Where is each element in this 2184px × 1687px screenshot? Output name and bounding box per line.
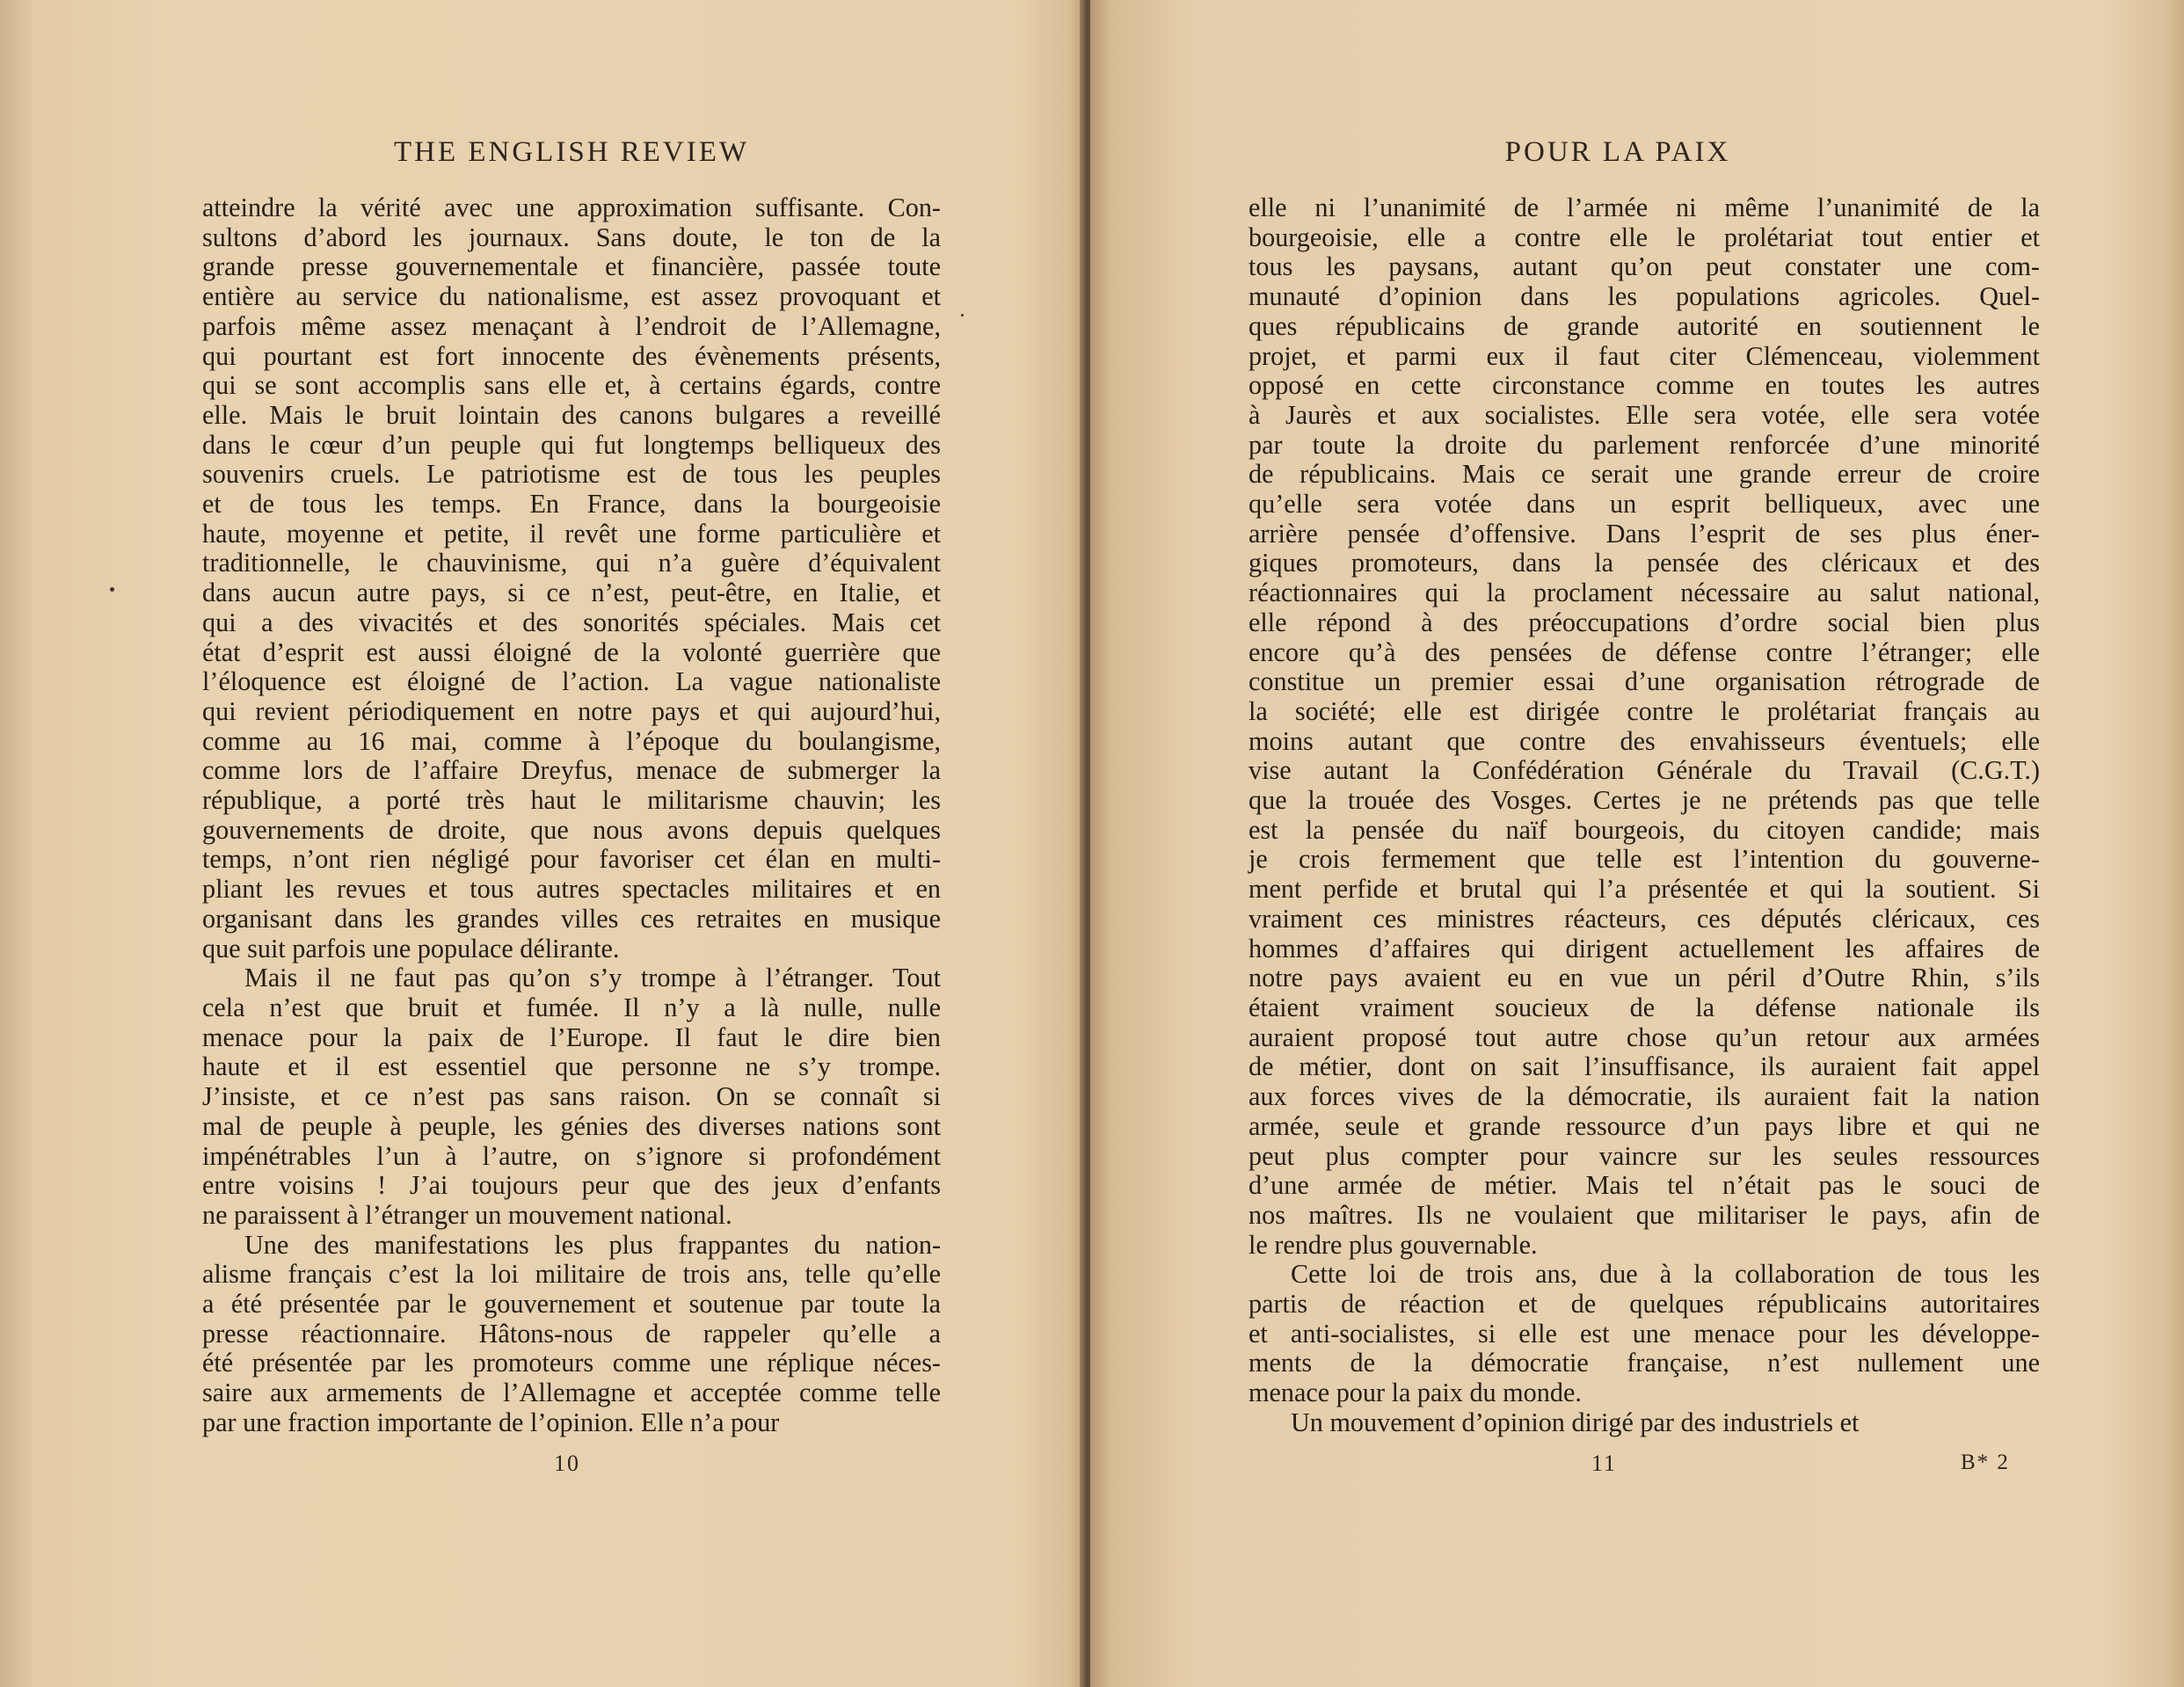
text-line: pliant les revues et tous autres spectacles militaires et en	[202, 874, 941, 905]
text-line: est la pensée du naïf bourgeois, du citoyen candide; mais	[1249, 814, 2040, 845]
text-line: mal de peuple à peuple, les génies des diverses nations sont	[202, 1110, 941, 1141]
text-line: réactionnaires qui la proclament nécessaire au salut national,	[1249, 578, 2040, 608]
text-line: haute, moyenne et petite, il revêt une forme particulière et	[202, 518, 941, 549]
text-line: comme au 16 mai, comme à l’époque du boulangisme,	[202, 725, 941, 756]
text-line: bourgeoisie, elle a contre elle le prolétariat tout entier et	[1249, 222, 2040, 252]
page-number-left: 10	[554, 1451, 580, 1476]
text-line: entre voisins ! J’ai toujours peur que des jeux d’enfants	[202, 1170, 941, 1201]
signature-mark: B* 2	[1961, 1451, 2010, 1474]
text-line: giques promoteurs, dans la pensée des cléricaux et des	[1249, 548, 2040, 578]
text-line: Cette loi de trois ans, due à la collaboration de tous les	[1291, 1259, 2040, 1290]
text-line: d’une armée de métier. Mais tel n’était pas le souci de	[1249, 1170, 2040, 1201]
text-line: entière au service du nationalisme, est assez provoquant et	[202, 281, 941, 312]
text-line: sultons d’abord les journaux. Sans doute, le ton de la	[202, 222, 941, 252]
text-line: cela n’est que bruit et fumée. Il n’y a là nulle, nulle	[202, 992, 941, 1022]
text-line: qui se sont accomplis sans elle et, à certains égards, contre	[202, 370, 941, 401]
text-line: menace pour la paix du monde.	[1249, 1378, 1582, 1408]
text-line: qu’elle sera votée dans un esprit belliqueux, avec une	[1249, 489, 2040, 520]
text-line: notre pays avaient eu en vue un péril d’Outre Rhin, s’ils	[1249, 963, 2040, 993]
text-line: comme lors de l’affaire Dreyfus, menace de submerger la	[202, 755, 941, 786]
text-line: auraient proposé tout autre chose qu’un retour aux armées	[1249, 1022, 2040, 1052]
text-line: gouvernements de droite, que nous avons depuis quelques	[202, 814, 941, 845]
text-line: parfois même assez menaçant à l’endroit de l’Allemagne,	[202, 310, 941, 341]
text-line: nos maîtres. Ils ne voulaient que militariser le pays, afin de	[1249, 1199, 2040, 1230]
text-line: alisme français c’est la loi militaire de trois ans, telle qu’elle	[202, 1259, 941, 1290]
text-line: temps, n’ont rien négligé pour favoriser cet élan en multi-	[202, 844, 941, 875]
text-line: organisant dans les grandes villes ces retraites en musique	[202, 903, 941, 934]
text-line: ques républicains de grande autorité en soutiennent le	[1249, 310, 2040, 341]
left-body-text	[202, 193, 941, 1438]
text-line: a été présentée par le gouvernement et soutenue par toute la	[202, 1289, 941, 1320]
text-line: armée, seule et grande ressource d’un pays libre et qui ne	[1249, 1110, 2040, 1141]
text-line: J’insiste, et ce n’est pas sans raison. On se connaît si	[202, 1081, 941, 1112]
text-line: par une fraction importante de l’opinion. Elle n’a pour	[202, 1407, 780, 1437]
text-line: menace pour la paix de l’Europe. Il faut le dire bien	[202, 1022, 941, 1052]
text-line: presse réactionnaire. Hâtons-nous de rappeler qu’elle a	[202, 1318, 941, 1349]
text-line: moins autant que contre des envahisseurs éventuels; elle	[1249, 725, 2040, 756]
text-line: la société; elle est dirigée contre le prolétariat français au	[1249, 695, 2040, 726]
text-line: elle répond à des préoccupations d’ordre social bien plus	[1249, 607, 2040, 637]
text-line: le rendre plus gouvernable.	[1249, 1229, 1538, 1260]
text-line: étaient vraiment soucieux de la défense nationale ils	[1249, 992, 2040, 1022]
left-page	[0, 0, 1087, 1687]
text-line: encore qu’à des pensées de défense contre l’étranger; elle	[1249, 636, 2040, 667]
text-line: projet, et parmi eux il faut citer Clémenceau, violemment	[1249, 340, 2040, 371]
text-line: hommes d’affaires qui dirigent actuellement les affaires de	[1249, 933, 2040, 963]
text-line: vise autant la Confédération Générale du Travail (C.G.T.)	[1249, 755, 2040, 786]
text-line: peut plus compter pour vaincre sur les seules ressources	[1249, 1140, 2040, 1171]
text-line: république, a porté très haut le militarisme chauvin; les	[202, 785, 941, 816]
text-line: elle. Mais le bruit lointain des canons bulgares a reveillé	[202, 399, 941, 430]
text-line: par toute la droite du parlement renforcée d’une minorité	[1249, 429, 2040, 460]
text-line: haute et il est essentiel que personne ne s’y trompe.	[202, 1051, 941, 1082]
text-line: qui revient périodiquement en notre pays et qui aujourd’hui,	[202, 695, 941, 726]
right-body-text	[1249, 193, 2040, 1438]
text-line: de républicains. Mais ce serait une grande erreur de croire	[1249, 459, 2040, 490]
ink-speck	[110, 587, 114, 592]
ink-speck	[961, 314, 964, 316]
text-line: l’éloquence est éloigné de l’action. La vague nationaliste	[202, 666, 941, 697]
text-line: à Jaurès et aux socialistes. Elle sera votée, elle sera votée	[1249, 399, 2040, 430]
text-line: dans aucun autre pays, si ce n’est, peut-être, en Italie, et	[202, 578, 941, 608]
page-number-right: 11	[1591, 1451, 1618, 1476]
text-line: impénétrables l’un à l’autre, on s’ignore si profondément	[202, 1140, 941, 1171]
text-line: Une des manifestations les plus frappantes du nation-	[244, 1229, 941, 1260]
text-line: Mais il ne faut pas qu’on s’y trompe à l’étranger. Tout	[244, 963, 941, 993]
text-line: dans le cœur d’un peuple qui fut longtemps belliqueux des	[202, 429, 941, 460]
text-line: que la trouée des Vosges. Certes je ne prétends pas que telle	[1249, 785, 2040, 816]
text-line: et anti-socialistes, si elle est une menace pour les développe-	[1249, 1318, 2040, 1349]
text-line: Un mouvement d’opinion dirigé par des industriels et	[1291, 1407, 1860, 1437]
text-line: arrière pensée d’offensive. Dans l’esprit de ses plus éner-	[1249, 518, 2040, 549]
text-line: et de tous les temps. En France, dans la bourgeoisie	[202, 489, 941, 520]
text-line: elle ni l’unanimité de l’armée ni même l’unanimité de la	[1249, 193, 2040, 222]
text-line: constitue un premier essai d’une organisation rétrograde de	[1249, 666, 2040, 697]
text-line: qui pourtant est fort innocente des évènements présents,	[202, 340, 941, 371]
running-head-right: POUR LA PAIX	[1504, 136, 1731, 168]
text-line: ne paraissent à l’étranger un mouvement national.	[202, 1199, 732, 1230]
text-line: été présentée par les promoteurs comme une réplique néces-	[202, 1348, 941, 1378]
right-page	[1090, 0, 2184, 1687]
text-line: atteindre la vérité avec une approximation suffisante. Con-	[202, 193, 941, 222]
text-line: ments de la démocratie française, n’est nullement une	[1249, 1348, 2040, 1378]
text-line: opposé en cette circonstance comme en toutes les autres	[1249, 370, 2040, 401]
text-line: que suit parfois une populace délirante.	[202, 933, 620, 963]
text-line: vraiment ces ministres réacteurs, ces députés cléricaux, ces	[1249, 903, 2040, 934]
text-line: je crois fermement que telle est l’intention du gouverne-	[1249, 844, 2040, 875]
text-line: de métier, dont on sait l’insuffisance, ils auraient fait appel	[1249, 1051, 2040, 1082]
text-line: aux forces vives de la démocratie, ils auraient fait la nation	[1249, 1081, 2040, 1112]
running-head-left: THE ENGLISH REVIEW	[393, 136, 750, 168]
text-line: tous les paysans, autant qu’on peut constater une com-	[1249, 251, 2040, 282]
text-line: munauté d’opinion dans les populations agricoles. Quel-	[1249, 281, 2040, 312]
text-line: ment perfide et brutal qui l’a présentée et qui la soutient. Si	[1249, 874, 2040, 905]
text-line: grande presse gouvernementale et financière, passée toute	[202, 251, 941, 282]
text-line: saire aux armements de l’Allemagne et acceptée comme telle	[202, 1378, 941, 1408]
text-line: partis de réaction et de quelques républicains autoritaires	[1249, 1289, 2040, 1320]
text-line: qui a des vivacités et des sonorités spéciales. Mais cet	[202, 607, 941, 637]
text-line: traditionnelle, le chauvinisme, qui n’a guère d’équivalent	[202, 548, 941, 578]
text-line: état d’esprit est aussi éloigné de la volonté guerrière que	[202, 636, 941, 667]
text-line: souvenirs cruels. Le patriotisme est de tous les peuples	[202, 459, 941, 490]
